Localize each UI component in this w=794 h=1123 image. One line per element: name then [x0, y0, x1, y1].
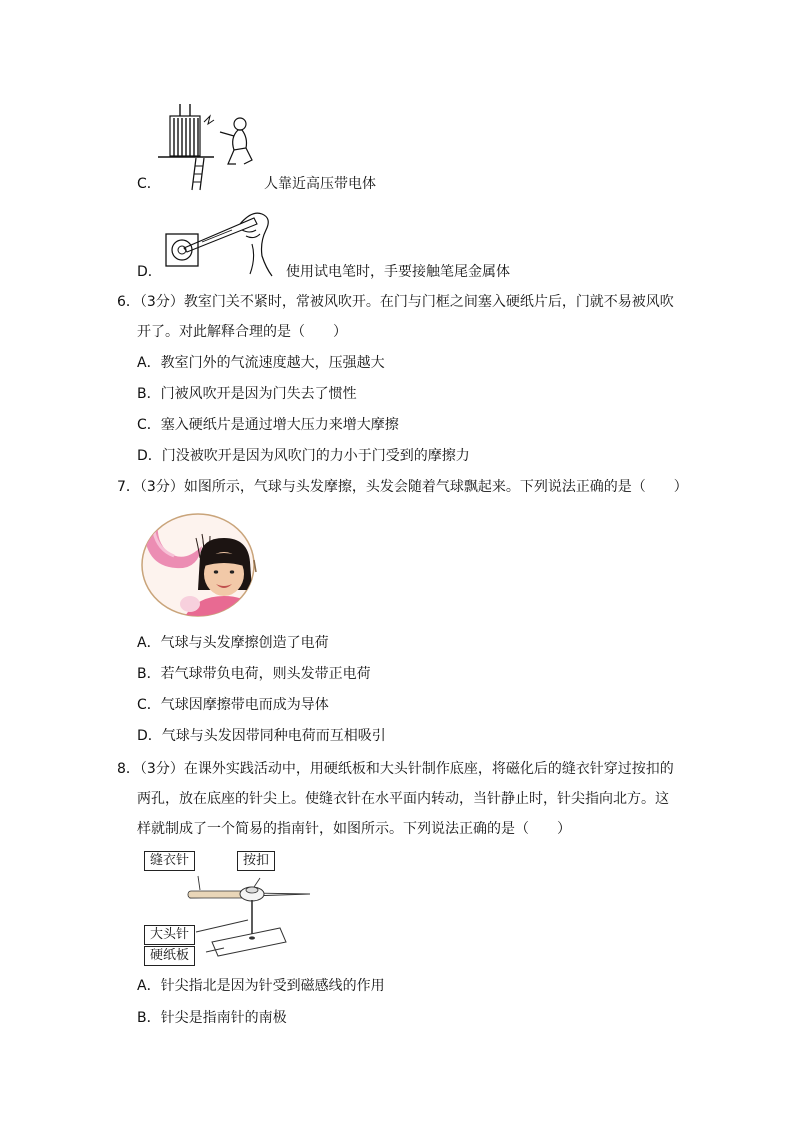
q8-stem-line3: 样就制成了一个简易的指南针，如图所示。下列说法正确的是（ ） — [137, 821, 571, 837]
label-needle: 缝衣针 — [144, 851, 195, 871]
q6-option-a: A．教室门外的气流速度越大，压强越大 — [137, 355, 385, 371]
q6-option-c: C．塞入硬纸片是通过增大压力来增大摩擦 — [137, 417, 399, 433]
q5-option-c-caption: 人靠近高压带电体 — [264, 176, 376, 192]
q5-option-d-caption: 使用试电笔时，手要接触笔尾金属体 — [286, 264, 510, 280]
q8-stem-line1: 8．（3分）在课外实践活动中，用硬纸板和大头针制作底座，将磁化后的缝衣针穿过按扣的 — [117, 761, 674, 777]
q6-option-b: B．门被风吹开是因为门失去了惯性 — [137, 386, 357, 402]
q7-stem: 7．（3分）如图所示，气球与头发摩擦，头发会随着气球飘起来。下列说法正确的是（ ） — [117, 479, 688, 495]
q6-option-d: D．门没被吹开是因为风吹门的力小于门受到的摩擦力 — [137, 448, 470, 464]
q7-option-c: C．气球因摩擦带电而成为导体 — [137, 697, 329, 713]
q5-option-d-letter: D． — [137, 264, 162, 280]
label-pin: 大头针 — [144, 925, 195, 945]
q7-option-b: B．若气球带负电荷，则头发带正电荷 — [137, 666, 371, 682]
q6-stem-line2: 开了。对此解释合理的是（ ） — [137, 324, 347, 340]
q6-stem-line1: 6．（3分）教室门关不紧时，常被风吹开。在门与门框之间塞入硬纸片后，门就不易被风吹 — [117, 294, 674, 310]
q7-option-a: A．气球与头发摩擦创造了电荷 — [137, 635, 329, 651]
label-button: 按扣 — [237, 851, 275, 871]
test-pen-figure — [162, 204, 284, 280]
q7-option-d: D．气球与头发因带同种电荷而互相吸引 — [137, 728, 386, 744]
label-board: 硬纸板 — [144, 946, 195, 966]
q8-option-b: B．针尖是指南针的南极 — [137, 1010, 287, 1026]
q8-stem-line2: 两孔，放在底座的针尖上。使缝衣针在水平面内转动，当针静止时，针尖指向北方。这 — [137, 791, 669, 807]
high-voltage-figure — [158, 102, 258, 192]
q5-option-c-letter: C． — [137, 176, 161, 192]
q8-option-a: A．针尖指北是因为针受到磁感线的作用 — [137, 978, 385, 994]
balloon-hair-photo — [140, 512, 260, 618]
